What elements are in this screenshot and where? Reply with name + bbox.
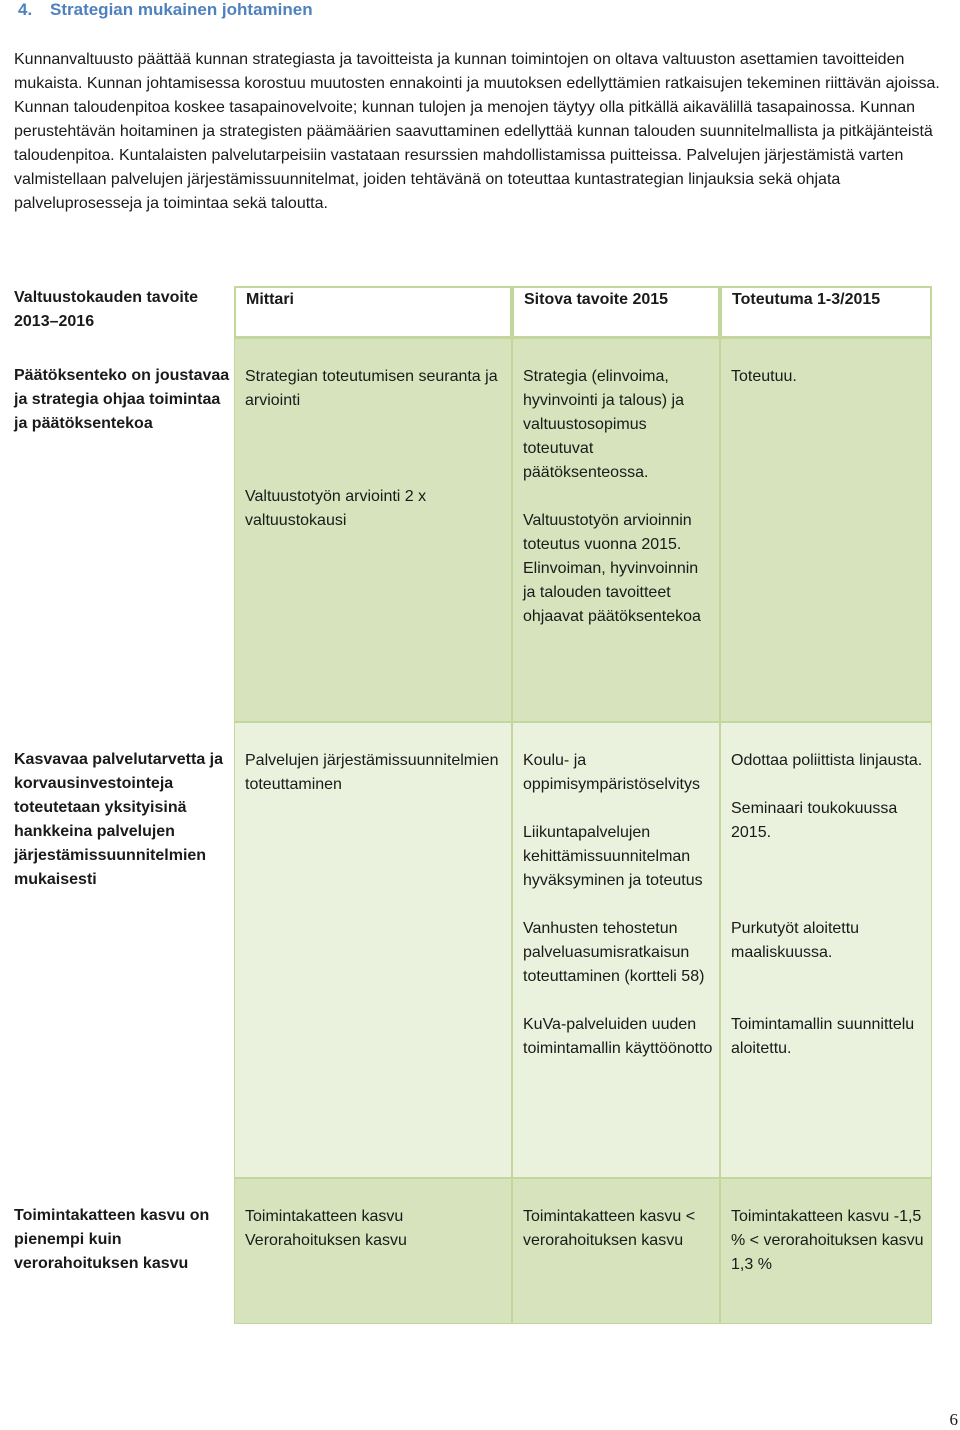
target-item: Toimintakatteen kasvu < verorahoituksen kasvu — [523, 1208, 696, 1249]
header-goal: Valtuustokauden tavoite 2013–2016 — [10, 286, 234, 338]
meter-item: Palvelujen järjestämissuunnitelmien toteuttaminen — [245, 752, 499, 793]
intro-paragraph-1: Kunnanvaltuusto päättää kunnan strategiasta ja tavoitteista ja kunnan toimintojen on oltava valtuuston asettamien tavoitteiden mukaista. Kunnan johtamisessa korostuu muutosten ennakointi ja muutoksen edellyttämien ratkaisujen tekeminen riittävän ajoissa. — [14, 51, 940, 92]
meter-cell — [234, 722, 512, 1178]
meter-item: Toimintakatteen kasvu Verorahoituksen kasvu — [245, 1208, 407, 1249]
target-item: KuVa-palveluiden uuden toimintamallin käyttöönotto — [523, 1016, 713, 1057]
goal-cell: Päätöksenteko on joustavaa ja strategia ohjaa toimintaa ja päätöksentekoa — [10, 338, 234, 722]
result-item: Toimintamallin suunnittelu aloitettu. — [731, 1016, 915, 1057]
page-number: 6 — [949, 1410, 958, 1429]
section-number: 4. — [18, 0, 33, 19]
target-cell — [512, 722, 720, 1178]
target-item: Strategia (elinvoima, hyvinvointi ja talous) ja valtuustosopimus toteutuvat päätöksenteossa. — [523, 368, 684, 481]
result-cell — [720, 722, 932, 1178]
target-item: Valtuustotyön arvioinnin toteutus vuonna 2015. Elinvoiman, hyvinvoinnin ja talouden tavoitteet ohjaavat päätöksentekoa — [523, 512, 701, 625]
table-row — [10, 1178, 932, 1324]
header-meter: Mittari — [234, 286, 512, 338]
result-cell — [720, 1178, 932, 1324]
meter-item: Valtuustotyön arviointi 2 x valtuustokausi — [245, 488, 427, 529]
header-result: Toteutuma 1-3/2015 — [720, 286, 932, 338]
result-item: Toimintakatteen kasvu -1,5 % < verorahoituksen kasvu 1,3 % — [731, 1208, 924, 1273]
result-item: Toteutuu. — [731, 368, 797, 385]
table-row — [10, 722, 932, 1178]
header-target: Sitova tavoite 2015 — [512, 286, 720, 338]
meter-cell — [234, 338, 512, 722]
result-item: Purkutyöt aloitettu maaliskuussa. — [731, 920, 860, 961]
goal-cell: Kasvavaa palvelutarvetta ja korvausinvestointeja toteutetaan yksityisinä hankkeina palvelujen järjestämissuunnitelmien mukaisesti — [10, 722, 234, 1178]
goal-cell: Toimintakatteen kasvu on pienempi kuin verorahoituksen kasvu — [10, 1178, 234, 1324]
section-title: Strategian mukainen johtaminen — [50, 0, 313, 19]
meter-cell — [234, 1178, 512, 1324]
table-row — [10, 338, 932, 722]
meter-item: Strategian toteutumisen seuranta ja arviointi — [245, 368, 498, 409]
target-cell — [512, 338, 720, 722]
goals-table — [10, 286, 932, 1324]
result-item: Odottaa poliittista linjausta. — [731, 752, 923, 769]
table-header-row — [10, 286, 932, 338]
target-cell — [512, 1178, 720, 1324]
section-heading — [18, 0, 313, 20]
target-item: Koulu- ja oppimisympäristöselvitys — [523, 752, 700, 793]
intro-paragraph-2: Kunnan taloudenpitoa koskee tasapainovelvoite; kunnan tulojen ja menojen täytyy olla pitkällä aikavälillä tasapainossa. Kunnan perustehtävän hoitaminen ja strategisten päämäärien saavuttaminen edellyttää kunnan talouden suunnitelmallista ja pitkäjänteistä taloudenpitoa. Kuntalaisten palvelutarpeisiin vastataan resurssien mahdollistamissa puitteissa. Palvelujen järjestämistä varten valmistellaan palvelujen järjestämissuunnitelmat, joiden tehtävänä on toteuttaa kuntastrategian linjauksia sekä ohjata palveluprosesseja ja toimintaa sekä taloutta. — [14, 99, 933, 212]
intro-text — [14, 48, 944, 216]
result-cell — [720, 338, 932, 722]
target-item: Liikuntapalvelujen kehittämissuunnitelman hyväksyminen ja toteutus — [523, 824, 703, 889]
target-item: Vanhusten tehostetun palveluasumisratkaisun toteuttaminen (kortteli 58) — [523, 920, 705, 985]
result-item: Seminaari toukokuussa 2015. — [731, 800, 898, 841]
